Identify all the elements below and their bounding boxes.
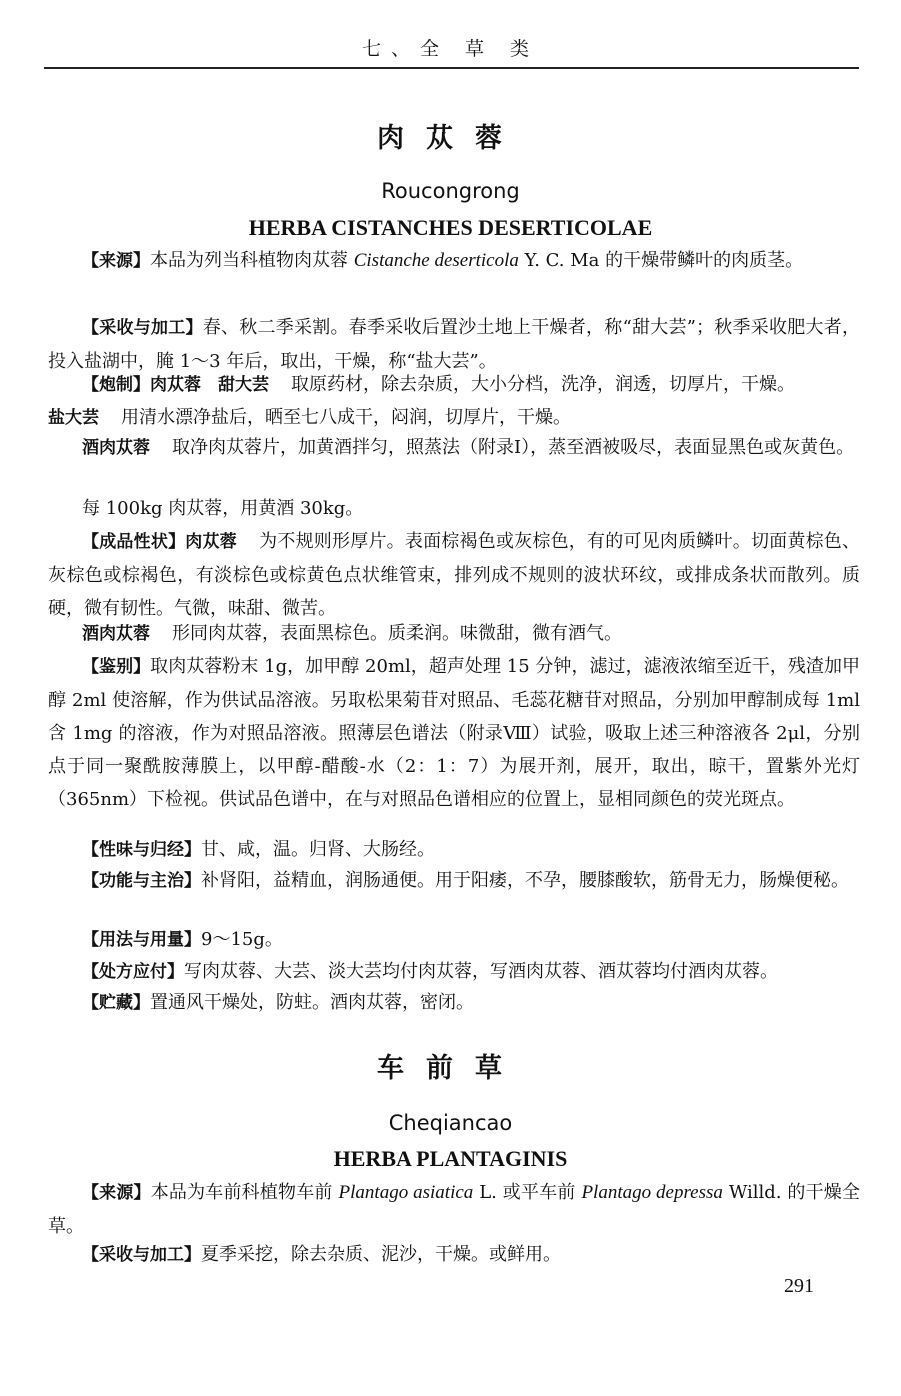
species-name: Cistanche deserticola (353, 250, 519, 271)
section-nature (48, 833, 860, 867)
processing-note: 每 100kg 肉苁蓉，用黄酒 30kg。 (82, 498, 364, 519)
section-label: 【功能与主治】 (82, 871, 201, 891)
section-text: Y. C. Ma 的干燥带鳞叶的肉质茎。 (518, 250, 804, 271)
page-number: 291 (784, 1275, 814, 1297)
subsection-label: 盐大芸 (48, 408, 99, 428)
section-text: 形同肉苁蓉，表面黑棕色。质柔润。味微甜，微有酒气。 (172, 623, 622, 644)
section-text: Willd. 的干燥全草。 (48, 1182, 860, 1237)
species-name: Plantago asiatica (338, 1182, 474, 1203)
entry-title: 车前草 (377, 1053, 524, 1084)
entry-pinyin: Roucongrong (381, 179, 520, 203)
section-text: 用清水漂净盐后，晒至七八成干，闷润，切厚片，干燥。 (121, 407, 571, 428)
subsection-label: 酒肉苁蓉 (82, 624, 150, 644)
section-text: 写肉苁蓉、大芸、淡大芸均付肉苁蓉，写酒肉苁蓉、酒苁蓉均付酒肉苁蓉。 (184, 961, 778, 982)
entry-pinyin: Cheqiancao (388, 1111, 513, 1135)
section-text: 本品为车前科植物车前 (150, 1182, 339, 1203)
section-label: 【采收与加工】 (82, 318, 203, 338)
running-head: 七、全 草 类 (361, 38, 540, 60)
section-function (48, 864, 860, 898)
subsection-label: 酒肉苁蓉 (82, 438, 150, 458)
section-label: 【处方应付】 (82, 962, 184, 982)
section-label: 【贮藏】 (82, 993, 150, 1013)
section-label: 【用法与用量】 (82, 930, 201, 950)
section-storage (48, 986, 860, 1020)
entry-latin-name: HERBA PLANTAGINIS (333, 1146, 568, 1171)
section-label: 【炮制】 (82, 375, 150, 395)
subsection-label: 肉苁蓉 甜大芸 (150, 375, 269, 395)
section-harvest (48, 1238, 860, 1272)
section-text: 为不规则形厚片。表面棕褐色或灰棕色，有的可见肉质鳞叶。切面黄棕色、灰棕色或棕褐色，有淡棕色或棕黄色点状维管束，排列成不规则的波状环纹，或排成条状而散列。质硬，微有韧性。气微，味甜、微苦。 (48, 531, 861, 619)
section-label: 【鉴别】 (82, 657, 151, 677)
section-text: 取原药材，除去杂质，大小分档，洗净，润透，切厚片，干燥。 (291, 374, 795, 395)
section-text: 取肉苁蓉粉末 1g，加甲醇 20ml，超声处理 15 分钟，滤过，滤液浓缩至近干，残渣加甲醇 2ml 使溶解，作为供试品溶液。另取松果菊苷对照品、毛蕊花糖苷对照品，分别加甲醇制成每 1ml 含 1mg 的溶液，作为对照品溶液。照薄层色谱法（附录Ⅷ）试验，吸取上述三种溶液各 2μl，分别点于同一聚酰胺薄膜上，以甲醇-醋酸-水（2：1：7）为展开剂，展开，取出，晾干，置紫外光灯（365nm）下检视。供试品色谱中，在与对照品色谱相应的位置上，显相同颜色的荧光斑点。 (48, 656, 861, 810)
species-name: Plantago depressa (581, 1182, 723, 1203)
section-text: 甘、咸，温。归肾、大肠经。 (201, 839, 435, 860)
section-text: 夏季采挖，除去杂质、泥沙，干燥。或鲜用。 (201, 1244, 561, 1265)
section-label: 【来源】 (82, 1183, 151, 1203)
section-processing (48, 368, 860, 402)
section-dosage (48, 923, 860, 957)
section-label: 【成品性状】 (82, 532, 186, 552)
entry-latin-name: HERBA CISTANCHES DESERTICOLAE (248, 215, 653, 240)
section-text: L. 或平车前 (473, 1182, 582, 1203)
section-text: 补肾阳，益精血，润肠通便。用于阳痿，不孕，腰膝酸软，筋骨无力，肠燥便秘。 (201, 870, 849, 891)
subsection-wine-description (48, 617, 860, 651)
subsection-label: 肉苁蓉 (185, 532, 237, 552)
section-source (48, 1176, 860, 1243)
section-label: 【性味与归经】 (82, 840, 201, 860)
section-description (48, 525, 860, 625)
section-identification (48, 650, 860, 816)
section-text: 取净肉苁蓉片，加黄酒拌匀，照蒸法（附录Ⅰ），蒸至酒被吸尽，表面显黑色或灰黄色。 (172, 437, 855, 458)
entry-title: 肉苁蓉 (377, 123, 524, 154)
section-prescription (48, 955, 860, 989)
subsection-salt (48, 401, 860, 435)
section-source (48, 244, 860, 278)
section-text: 置通风干燥处，防蛀。酒肉苁蓉，密闭。 (150, 992, 474, 1013)
section-label: 【采收与加工】 (82, 1245, 201, 1265)
section-text: 9～15g。 (201, 929, 283, 950)
section-label: 【来源】 (82, 251, 150, 271)
section-text: 本品为列当科植物肉苁蓉 (150, 250, 354, 271)
header-rule (44, 67, 859, 69)
subsection-wine (48, 431, 860, 465)
section-text: 春、秋二季采割。春季采收后置沙土地上干燥者，称“甜大芸”；秋季采收肥大者，投入盐湖中，腌 1～3 年后，取出，干燥，称“盐大芸”。 (48, 317, 860, 372)
